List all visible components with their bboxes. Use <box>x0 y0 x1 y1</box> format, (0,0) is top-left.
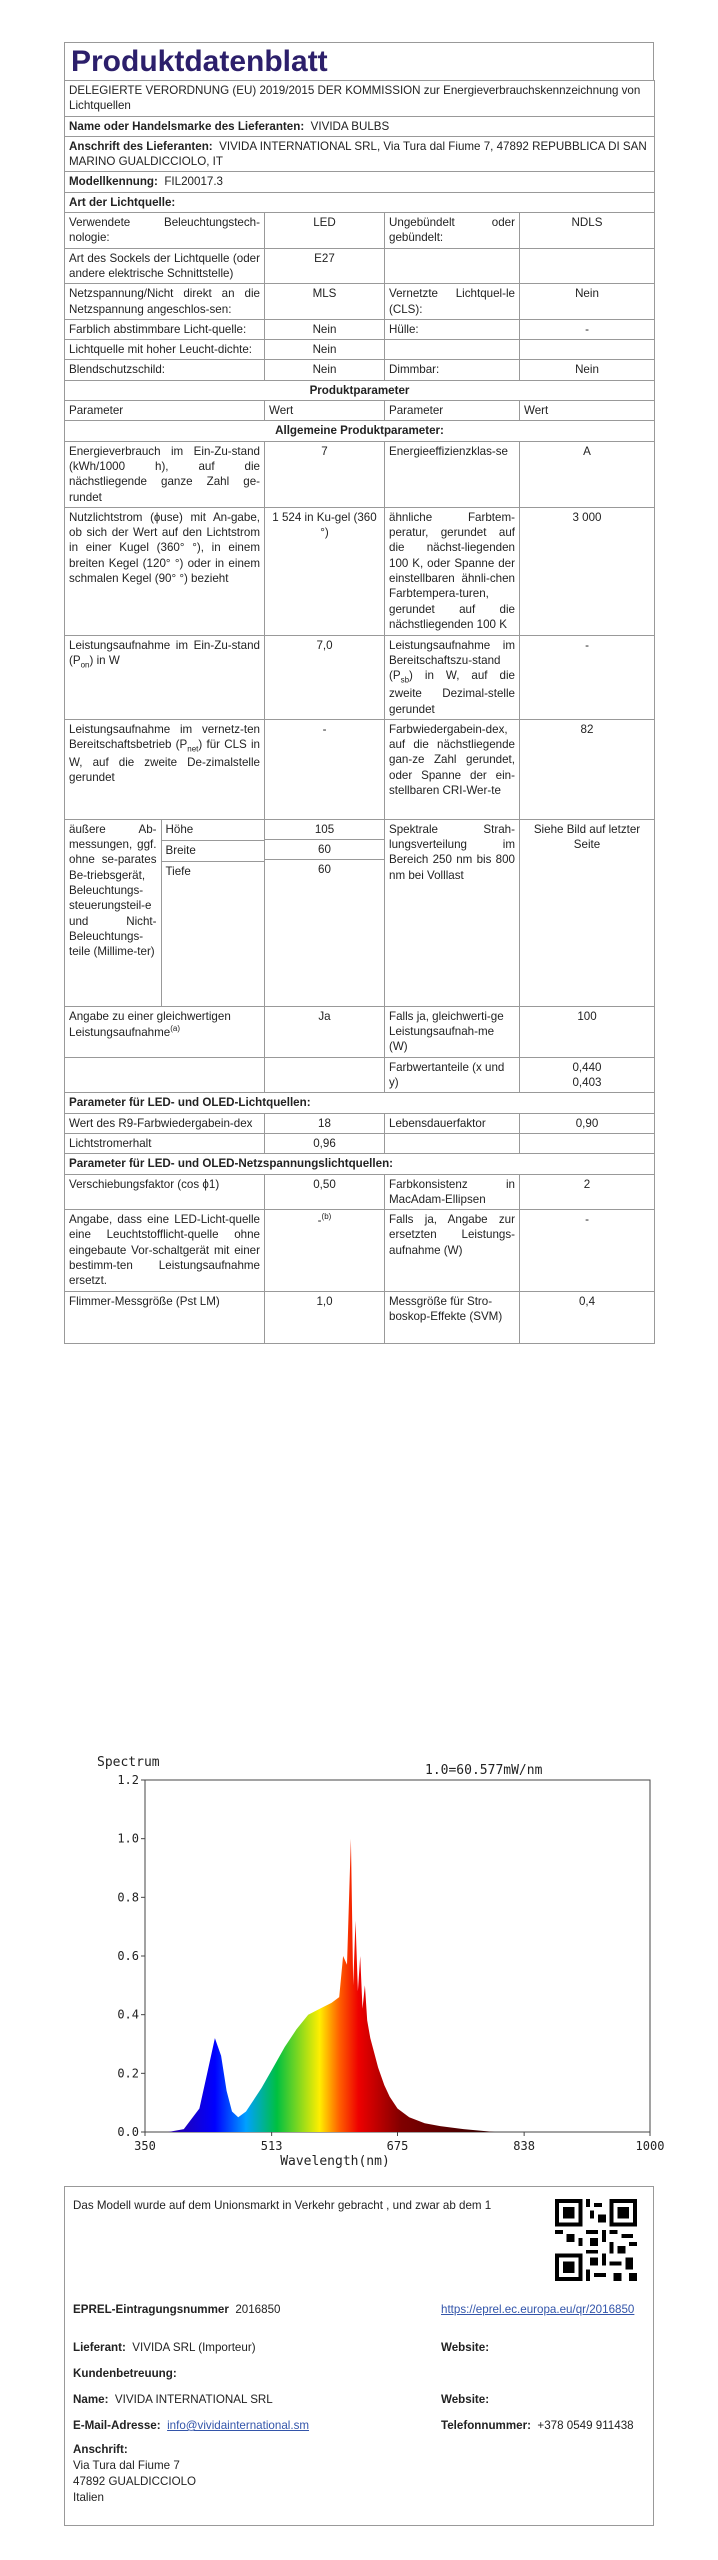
general-params-heading: Allgemeine Produktparameter: <box>65 421 655 441</box>
market-text: Das Modell wurde auf dem Unionsmarkt in Verkehr gebracht , und zwar ab dem 1 <box>73 2199 492 2212</box>
x-tick-label: 350 <box>134 2139 156 2153</box>
table-row: Lichtstromerhalt 0,96 <box>65 1133 655 1153</box>
table-row: Angabe zu einer gleichwertigen Leistungsaufnahme$^{(a)}$ Ja Falls ja, gleichwerti-ge Leistungsaufnah-me (W) 100 <box>65 1006 655 1057</box>
datasheet-table <box>64 80 655 1344</box>
table-row: Angabe, dass eine LED-Licht-quelle eine Leuchtstofflicht-quelle ohne eingebaute Vor-schaltgerät mit einer bestimm-ten Leistungsaufnahme ersetzt. -$^{(b)}$ Falls ja, Angabe zur ersetzten Leistungs-aufnahme (W) - <box>65 1210 655 1291</box>
email-row: E-Mail-Adresse: info@vividainternational.sm <box>73 2419 310 2432</box>
x-tick-label: 513 <box>260 2139 283 2153</box>
table-row: Netzspannung/Nicht direkt an die Netzspannung angeschlos-sen: MLS Vernetzte Lichtquel-le (CLS): Nein <box>65 284 655 320</box>
address-line: Via Tura dal Fiume 7 <box>73 2459 180 2472</box>
table-row: Lichtquelle mit hoher Leucht-dichte: Nein <box>65 340 655 360</box>
address-label: Anschrift: <box>73 2443 128 2456</box>
table-row: Farblich abstimmbare Licht-quelle: Nein Hülle: - <box>65 319 655 339</box>
y-tick-label: 0.2 <box>117 2066 139 2081</box>
chart-annotation: 1.0=60.577mW/nm <box>425 1763 543 1778</box>
table-row: Wert des R9-Farbwiedergabein-dex 18 Lebensdauerfaktor 0,90 <box>65 1113 655 1133</box>
table-row: Blendschutzschild: Nein Dimmbar: Nein <box>65 360 655 380</box>
table-row: Energieverbrauch im Ein-Zu-stand (kWh/1000 h), auf die nächstliegende ganze Zahl ge-rundet 7 Energieeffizienzklas-se A <box>65 441 655 507</box>
spectrum-chart <box>95 1752 665 2172</box>
y-tick-label: 0.4 <box>117 2007 139 2022</box>
spectrum-series <box>168 1839 494 2132</box>
y-tick-label: 1.0 <box>117 1831 139 1846</box>
y-tick-label: 1.2 <box>117 1773 139 1787</box>
table-row: Verschiebungsfaktor (cos ϕ1) 0,50 Farbkonsistenz in MacAdam-Ellipsen 2 <box>65 1174 655 1210</box>
model-row: Modellkennung: FIL20017.3 <box>65 172 655 192</box>
product-params-heading: Produktparameter <box>65 380 655 400</box>
x-tick-label: 1000 <box>635 2139 665 2153</box>
page-title: Produktdatenblatt <box>64 42 654 80</box>
eprel-link[interactable]: https://eprel.ec.europa.eu/qr/2016850 <box>441 2303 635 2316</box>
x-tick-label: 675 <box>386 2139 409 2153</box>
qr-code-icon <box>555 2199 637 2281</box>
table-row: Flimmer-Messgröße (Pst LM) 1,0 Messgröße für Stro-boskop-Effekte (SVM) 0,4 <box>65 1291 655 1343</box>
column-header-row: Parameter Wert Parameter Wert <box>65 401 655 421</box>
table-row: Art des Sockels der Lichtquelle (oder andere elektrische Schnittstelle) E27 <box>65 248 655 284</box>
led-mains-params-heading: Parameter für LED- und OLED-Netzspannungslichtquellen: <box>65 1154 655 1174</box>
table-row: Farbwertanteile (x und y) 0,440 0,403 <box>65 1057 655 1093</box>
x-axis-label: Wavelength(nm) <box>280 2154 390 2169</box>
address-row: Anschrift des Lieferanten: VIVIDA INTERNATIONAL SRL, Via Tura dal Fiume 7, 47892 REPUBBLICA DI SAN MARINO GUALDICCIOLO, IT <box>65 136 655 172</box>
eprel-row: EPREL-Eintragungsnummer 2016850 <box>73 2303 281 2316</box>
email-link[interactable]: info@vividainternational.sm <box>167 2419 310 2432</box>
support-label: Kundenbetreuung: <box>73 2367 177 2380</box>
brand-row: Name oder Handelsmarke des Lieferanten: VIVIDA BULBS <box>65 116 655 136</box>
regulation-text: DELEGIERTE VERORDNUNG (EU) 2019/2015 DER KOMMISSION zur Energieverbrauchskennzeichnung von Lichtquellen <box>65 81 655 117</box>
table-row: Nutzlichtstrom (ɸuse) mit An-gabe, ob sich der Wert auf den Lichtstrom in einer Kugel (360° °), in einem breiten Kegel (120° °) oder in einem schmalen Kegel (90° °) bezieht 1 524 in Ku-gel (360 °) ähnliche Farbtem-peratur, gerundet auf die nächst-liegenden 100 K, oder Spanne der einstellbaren ähnli-chen Farbtempera-turen, gerundet auf die nächstliegenden 100 K 3 000 <box>65 507 655 635</box>
dimensions-row: äußere Ab-messungen, ggf. ohne se-parates Be-triebsgerät, Beleuchtungs-steuerungsteil-e und Nicht-Beleuchtungs-teile (Millime-ter) Höhe Breite Tiefe 105 60 60 Spektrale Strah-lungsverteilung im Bereich 250 nm bis 800 nm bei Volllast Siehe Bild auf letzter Seite <box>65 819 655 1006</box>
table-row: Verwendete Beleuchtungstech-nologie: LED Ungebündelt oder gebündelt: NDLS <box>65 213 655 249</box>
table-row: Leistungsaufnahme im vernetz-ten Bereitschaftsbetrieb $(P_{net})$ für CLS in W, auf die zweite De-zimalstelle gerundet - Farbwiedergabein-dex, auf die nächstliegende gan-ze Zahl gerundet, oder Spanne der ein-stellbaren CRI-Wer-te 82 <box>65 719 655 819</box>
product-datasheet <box>64 42 654 1344</box>
address-line: Italien <box>73 2491 104 2504</box>
y-tick-label: 0.0 <box>117 2125 139 2139</box>
y-tick-label: 0.8 <box>117 1890 139 1905</box>
name-row: Name: VIVIDA INTERNATIONAL SRL <box>73 2393 273 2406</box>
table-row: Leistungsaufnahme im Ein-Zu-stand $(P_{on})$ in W 7,0 Leistungsaufnahme im Bereitschaftszu-stand $(P_{sb})$ in W, auf die zweite Dezimal-stelle gerundet - <box>65 635 655 719</box>
dimensions-subtable: äußere Ab-messungen, ggf. ohne se-parates Be-triebsgerät, Beleuchtungs-steuerungsteil-e und Nicht-Beleuchtungs-teile (Millime-ter) Höhe Breite Tiefe <box>65 820 264 1006</box>
chart-title: Spectrum <box>97 1755 160 1770</box>
phone-row: Telefonnummer: +378 0549 911438 <box>441 2419 634 2432</box>
website-label: Website: <box>441 2341 490 2354</box>
supplier-row: Lieferant: VIVIDA SRL (Importeur) <box>73 2341 256 2354</box>
y-tick-label: 0.6 <box>117 1949 139 1963</box>
website2-label: Website: <box>441 2393 490 2406</box>
address-line: 47892 GUALDICCIOLO <box>73 2475 197 2488</box>
light-source-heading: Art der Lichtquelle: <box>65 192 655 212</box>
product-information-footer <box>64 2186 654 2526</box>
x-tick-label: 838 <box>513 2139 535 2153</box>
spectrum-plot <box>95 1752 665 2172</box>
led-params-heading: Parameter für LED- und OLED-Lichtquellen: <box>65 1093 655 1113</box>
